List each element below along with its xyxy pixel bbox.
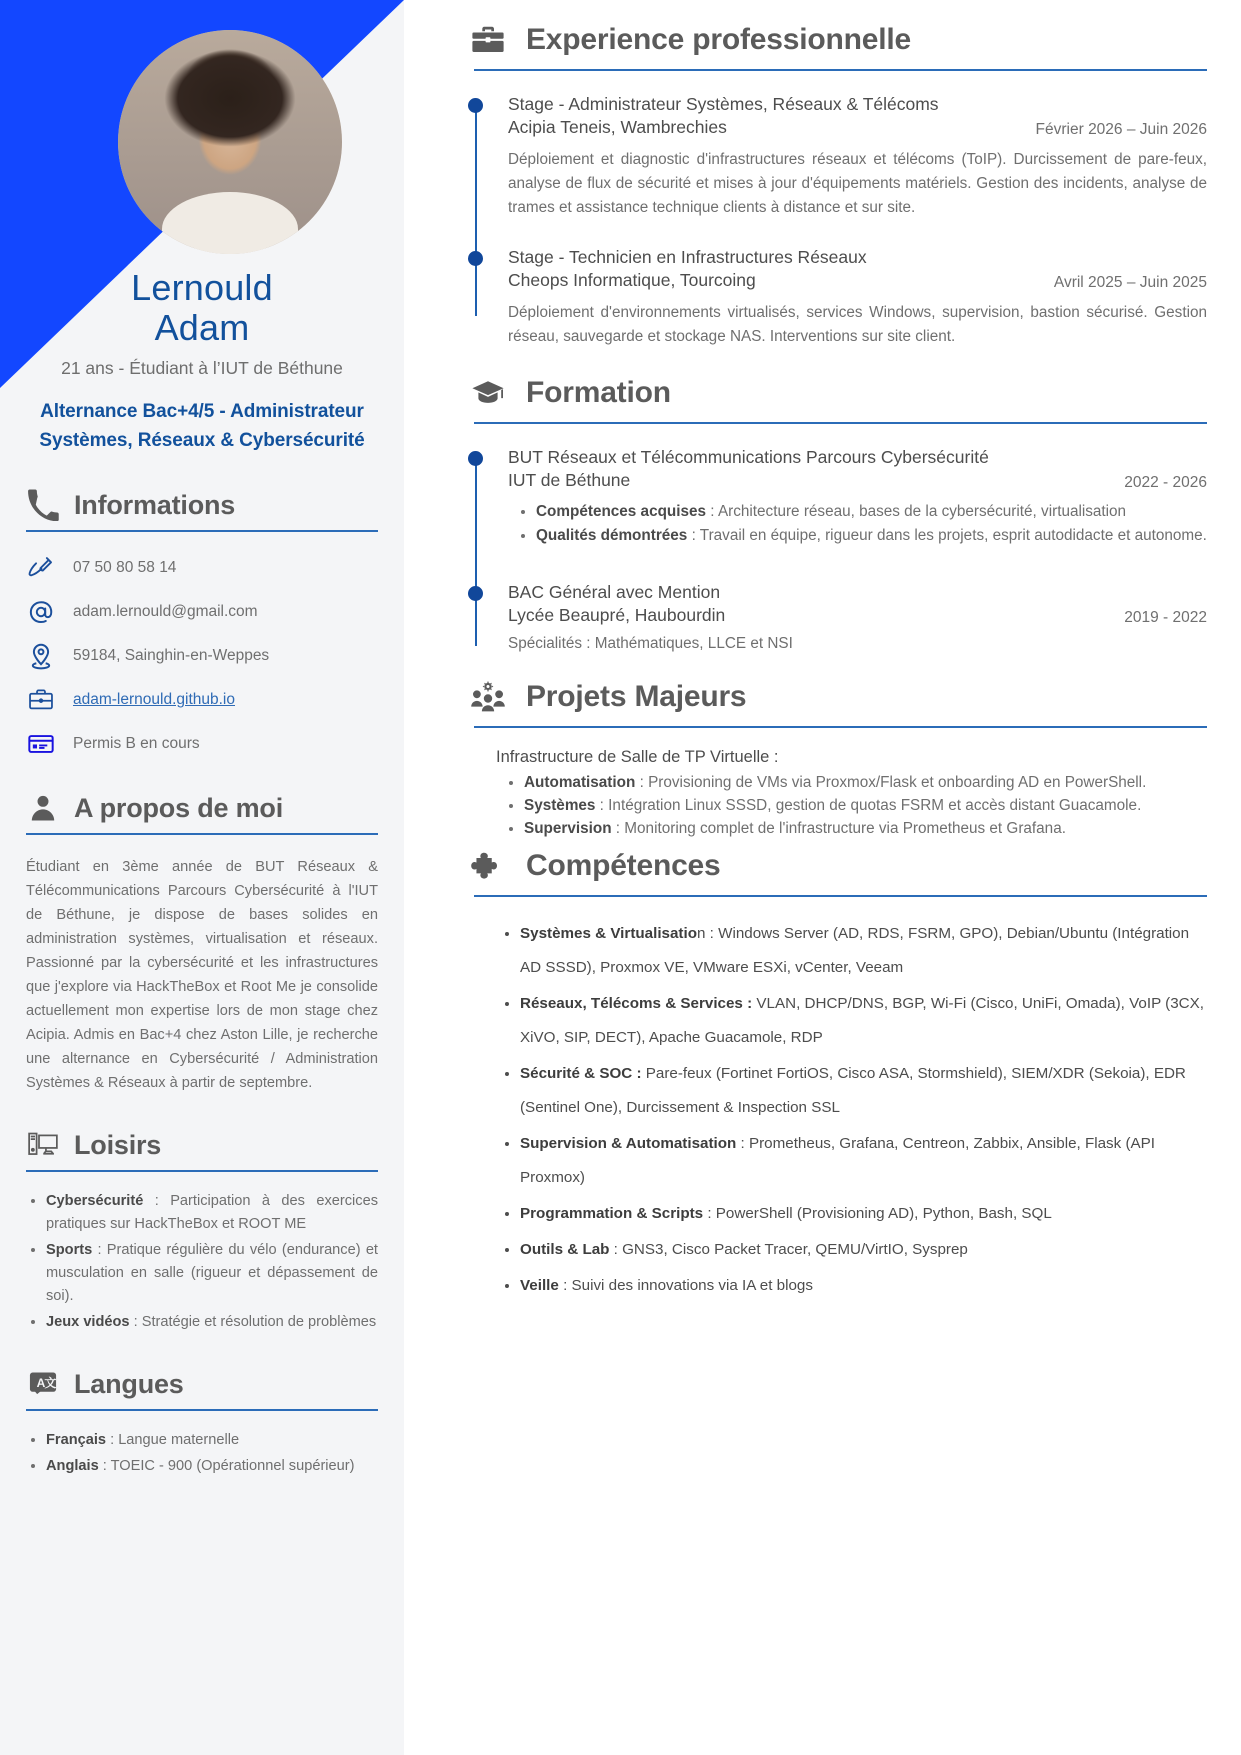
section-header-competences — [468, 848, 1207, 884]
experience-item — [508, 246, 1207, 349]
langue-text: : TOEIC - 900 (Opérationnel supérieur) — [98, 1458, 355, 1474]
experience-org: Cheops Informatique, Tourcoing — [508, 270, 756, 290]
formation-meta — [508, 604, 1207, 627]
experience-date: Avril 2025 – Juin 2025 — [1053, 274, 1207, 291]
contact-text-license: Permis B en cours — [73, 735, 200, 752]
skill-text: : Suivi des innovations via IA et blogs — [558, 1277, 813, 1294]
list-item — [520, 1233, 1207, 1267]
list-item — [520, 1197, 1207, 1231]
skill-label: Programmation & Scripts — [520, 1205, 704, 1222]
langues-list — [26, 1429, 378, 1478]
list-item — [46, 1190, 378, 1236]
loisir-text: : Pratique régulière du vélo (endurance) et musculation en salle (rigueur et dépassement de soi). — [46, 1242, 378, 1304]
skill-label: Veille — [520, 1277, 559, 1294]
skill-text: n : Windows Server (AD, RDS, FSRM, GPO), Debian/Ubuntu (Intégration AD SSSD), Proxmox VE, VMware ESXi, vCenter, Veeam — [520, 925, 1190, 976]
timeline-dot — [468, 451, 483, 466]
list-item — [520, 1057, 1207, 1125]
projet-text: : Monitoring complet de l'infrastructure via Prometheus et Grafana. — [611, 820, 1066, 837]
skill-label: Sécurité & SOC : — [520, 1065, 642, 1082]
contact-item-license — [26, 730, 378, 758]
formation-org: Lycée Beaupré, Haubourdin — [508, 605, 726, 625]
profile-headline: Alternance Bac+4/5 - Administrateur Systèmes, Réseaux & Cybersécurité — [39, 401, 365, 451]
section-title-formation: Formation — [526, 376, 671, 409]
bullet-text: : Travail en équipe, rigueur dans les projets, esprit autodidacte et autonome. — [687, 527, 1207, 544]
section-divider-competences — [474, 895, 1207, 897]
list-item — [524, 817, 1207, 840]
svg-text:文: 文 — [44, 1376, 57, 1391]
loisir-label: Cybersécurité — [46, 1193, 144, 1209]
formation-item — [508, 446, 1207, 547]
loisir-label: Sports — [46, 1242, 93, 1258]
experience-item — [508, 93, 1207, 220]
formation-timeline — [468, 446, 1207, 653]
skill-text: Pare-feux (Fortinet FortiOS, Cisco ASA, Stormshield), SIEM/XDR (Sekoia), EDR (Sentinel One), Durcissement & Inspection SSL — [520, 1065, 1186, 1116]
section-divider-formation — [474, 422, 1207, 424]
projets-list — [496, 771, 1207, 840]
id-card-icon — [26, 730, 56, 758]
section-divider-projets — [474, 726, 1207, 728]
project-title: Infrastructure de Salle de TP Virtuelle : — [496, 748, 779, 766]
section-title-about: A propos de moi — [74, 792, 284, 823]
list-item — [46, 1429, 378, 1452]
phone-handset-icon — [26, 554, 56, 582]
name-block — [26, 268, 378, 455]
contact-item-email — [26, 598, 378, 626]
experience-title: Stage - Technicien en Infrastructures Réseaux — [508, 247, 867, 267]
section-header-loisirs — [26, 1129, 378, 1161]
skill-text: VLAN, DHCP/DNS, BGP, Wi-Fi (Cisco, UniFi, Omada), VoIP (3CX, XiVO, SIP, DECT), Apache Guacamole, RDP — [520, 995, 1204, 1046]
section-divider-informations — [26, 530, 378, 532]
skill-label: Systèmes & Virtualisatio — [520, 925, 697, 942]
formation-date: 2022 - 2026 — [1124, 474, 1207, 491]
list-item — [46, 1311, 378, 1334]
timeline-dot — [468, 586, 483, 601]
contact-list — [26, 554, 378, 758]
at-sign-icon — [26, 598, 56, 626]
skill-label: Supervision & Automatisation — [520, 1135, 737, 1152]
list-item — [524, 794, 1207, 817]
skill-text: : Prometheus, Grafana, Centreon, Zabbix, Ansible, Flask (API Proxmox) — [520, 1135, 1156, 1186]
section-header-langues — [26, 1368, 378, 1400]
experience-meta — [508, 269, 1207, 292]
projet-text: : Provisioning de VMs via Proxmox/Flask et onboarding AD en PowerShell. — [635, 774, 1147, 791]
puzzle-piece-icon — [468, 848, 508, 884]
map-pin-icon — [26, 642, 56, 670]
timeline-dot — [468, 251, 483, 266]
list-item — [520, 987, 1207, 1055]
formation-title: BUT Réseaux et Télécommunications Parcours Cybersécurité — [508, 447, 989, 467]
list-item — [536, 500, 1207, 523]
loisir-text: : Participation à des exercices pratiques sur HackTheBox et ROOT ME — [46, 1193, 378, 1232]
formation-org: IUT de Béthune — [508, 470, 631, 490]
experience-timeline — [468, 93, 1207, 349]
projet-label: Automatisation — [524, 774, 636, 791]
experience-title: Stage - Administrateur Systèmes, Réseaux & Télécoms — [508, 94, 939, 114]
sidebar — [0, 0, 404, 1755]
section-divider-about — [26, 833, 378, 835]
contact-item-website[interactable] — [26, 686, 378, 714]
loisirs-list — [26, 1190, 378, 1334]
main-column — [404, 0, 1241, 1755]
list-item — [524, 771, 1207, 794]
loisir-label: Jeux vidéos — [46, 1314, 130, 1330]
section-header-formation — [468, 375, 1207, 411]
section-divider-langues — [26, 1409, 378, 1411]
section-title-projets: Projets Majeurs — [526, 680, 747, 713]
projets-content — [468, 748, 1207, 840]
skill-text: : GNS3, Cisco Packet Tracer, QEMU/VirtIO, Sysprep — [609, 1241, 968, 1258]
formation-meta — [508, 469, 1207, 492]
section-header-experience — [468, 22, 1207, 58]
projet-label: Supervision — [524, 820, 612, 837]
contact-text-location: 59184, Sainghin-en-Weppes — [73, 647, 270, 664]
briefcase-icon — [26, 686, 56, 714]
timeline-line — [475, 103, 477, 316]
bullet-label: Compétences acquises — [536, 503, 707, 520]
section-header-informations — [26, 489, 378, 521]
experience-description: Déploiement et diagnostic d'infrastructures réseaux et télécoms (ToIP). Durcissement de pare-feux, analyse de flux de sécurité et mises à jour d'équipements matériels. Gestion des incidents, analyse de trames et assistance technique clients à distance et sur site. — [508, 151, 1207, 216]
translate-icon — [26, 1368, 60, 1400]
bullet-label: Qualités démontrées — [536, 527, 688, 544]
projet-text: : Intégration Linux SSSD, gestion de quotas FSRM et accès distant Guacamole. — [595, 797, 1142, 814]
profile-photo — [118, 30, 342, 254]
formation-bullets — [508, 500, 1207, 547]
list-item — [46, 1239, 378, 1308]
name-line-2: Adam — [154, 307, 250, 348]
skill-label: Réseaux, Télécoms & Services : — [520, 995, 753, 1012]
skill-label: Outils & Lab — [520, 1241, 610, 1258]
loisir-text: : Stratégie et résolution de problèmes — [129, 1314, 377, 1330]
list-item — [46, 1455, 378, 1478]
list-item — [520, 917, 1207, 985]
experience-org: Acipia Teneis, Wambrechies — [508, 117, 727, 137]
timeline-dot — [468, 98, 483, 113]
name-line-1: Lernould — [131, 267, 273, 308]
person-icon — [26, 792, 60, 824]
langue-label: Français — [46, 1432, 107, 1448]
about-paragraph: Étudiant en 3ème année de BUT Réseaux & Télécommunications Parcours Cybersécurité à l'IUT de Béthune, je dispose de bases solides en administration systèmes, virtualisation et réseaux. Passionné par la cybersécurité et les infrastructures que j'explore via HackTheBox et Root Me je consolide actuellement mon expertise lors de mon stage chez Acipia. Admis en Bac+4 chez Aston Lille, je recherche une alternance en Cybersécurité / Administration Systèmes & Réseaux à partir de septembre. — [26, 859, 378, 1091]
experience-date: Février 2026 – Juin 2026 — [1035, 121, 1207, 138]
experience-meta — [508, 116, 1207, 139]
page-title — [26, 268, 378, 348]
formation-item — [508, 581, 1207, 653]
section-header-projets — [468, 679, 1207, 715]
contact-link-website[interactable]: adam-lernould.github.io — [73, 691, 235, 708]
team-gear-icon — [468, 679, 508, 715]
section-title-informations: Informations — [74, 489, 236, 520]
graduation-cap-icon — [468, 375, 508, 411]
phone-icon — [26, 489, 60, 521]
section-title-experience: Experience professionnelle — [526, 23, 911, 56]
contact-item-phone — [26, 554, 378, 582]
computer-icon — [26, 1129, 60, 1161]
skill-text: : PowerShell (Provisioning AD), Python, Bash, SQL — [703, 1205, 1052, 1222]
experience-description: Déploiement d'environnements virtualisés, services Windows, supervision, bastion sécurisé. Gestion réseau, sauvegarde et stockage NAS. Interventions sur site client. — [508, 304, 1207, 345]
timeline-line — [475, 456, 477, 646]
list-item — [536, 524, 1207, 547]
formation-date: 2019 - 2022 — [1124, 609, 1207, 626]
briefcase-icon — [468, 22, 508, 58]
competences-list — [468, 917, 1207, 1303]
langue-text: : Langue maternelle — [106, 1432, 240, 1448]
contact-item-location — [26, 642, 378, 670]
section-title-loisirs: Loisirs — [74, 1129, 162, 1160]
svg-text:A: A — [36, 1376, 46, 1391]
list-item — [520, 1127, 1207, 1195]
avatar — [118, 30, 342, 254]
section-header-about — [26, 792, 378, 824]
section-divider-loisirs — [26, 1170, 378, 1172]
formation-title: BAC Général avec Mention — [508, 582, 721, 602]
contact-text-email: adam.lernould@gmail.com — [73, 603, 258, 620]
section-title-competences: Compétences — [526, 849, 721, 882]
formation-note: Spécialités : Mathématiques, LLCE et NSI — [508, 635, 793, 652]
list-item — [520, 1269, 1207, 1303]
section-divider-experience — [474, 69, 1207, 71]
section-title-langues: Langues — [74, 1368, 184, 1399]
projet-label: Systèmes — [524, 797, 596, 814]
contact-text-phone: 07 50 80 58 14 — [73, 559, 177, 576]
langue-label: Anglais — [46, 1458, 99, 1474]
bullet-text: : Architecture réseau, bases de la cybersécurité, virtualisation — [706, 503, 1127, 520]
profile-subtitle: 21 ans - Étudiant à l’IUT de Béthune — [61, 358, 343, 378]
